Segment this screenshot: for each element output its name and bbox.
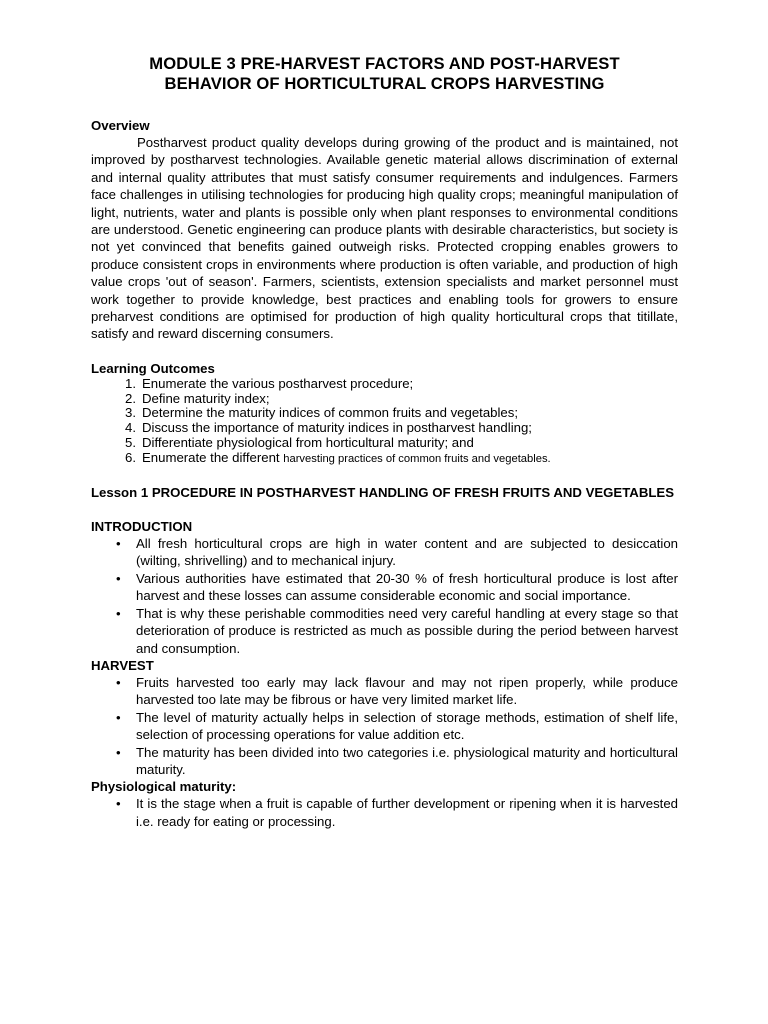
list-item: 3. Determine the maturity indices of common fruits and vegetables; xyxy=(125,405,519,421)
list-item: 5. Differentiate physiological from horticultural maturity; and xyxy=(125,435,474,451)
list-item: • It is the stage when a fruit is capable of further development or ripening when it is harvested i.e. ready for eating or processing. xyxy=(91,795,678,830)
physiological-maturity-heading: Physiological maturity: xyxy=(91,779,237,795)
overview-heading: Overview xyxy=(91,118,150,133)
bullet-icon: • xyxy=(116,605,121,621)
introduction-list xyxy=(91,535,678,657)
list-item: 4. Discuss the importance of maturity indices in postharvest handling; xyxy=(125,420,532,436)
physiological-maturity-section xyxy=(91,778,678,830)
list-item: • The level of maturity actually helps in selection of storage methods, estimation of shelf life, selection of processing operations for value addition etc. xyxy=(91,709,678,744)
bullet-icon: • xyxy=(116,570,121,586)
page-title xyxy=(91,54,678,94)
learning-outcomes-heading: Learning Outcomes xyxy=(91,360,215,376)
list-item: • Various authorities have estimated that 20-30 % of fresh horticultural produce is lost after harvest and these losses can assume considerable economic and social importance. xyxy=(91,570,678,605)
title-line-1: MODULE 3 PRE-HARVEST FACTORS AND POST-HARVEST xyxy=(149,54,620,73)
title-line-2: BEHAVIOR OF HORTICULTURAL CROPS HARVESTING xyxy=(164,74,605,93)
lesson-1-heading: Lesson 1 PROCEDURE IN POSTHARVEST HANDLING OF FRESH FRUITS AND VEGETABLES xyxy=(91,484,674,500)
harvest-list xyxy=(91,674,678,778)
bullet-icon: • xyxy=(116,536,121,552)
overview-section xyxy=(91,117,678,343)
physiological-maturity-list xyxy=(91,795,678,830)
list-item: • The maturity has been divided into two categories i.e. physiological maturity and horticultural maturity. xyxy=(91,744,678,779)
bullet-icon: • xyxy=(116,709,121,725)
list-item: • Fruits harvested too early may lack flavour and may not ripen properly, while produce harvested too late may be fibrous or have very limited market life. xyxy=(91,674,678,709)
harvest-section xyxy=(91,657,678,778)
harvest-heading: HARVEST xyxy=(91,657,154,673)
bullet-icon: • xyxy=(116,744,121,760)
list-item: • All fresh horticultural crops are high in water content and are subjected to desiccation (wilting, shrivelling) and to mechanical injury. xyxy=(91,535,678,570)
introduction-heading: INTRODUCTION xyxy=(91,519,193,535)
list-item: 2. Define maturity index; xyxy=(125,390,270,406)
learning-outcomes-list xyxy=(91,377,678,467)
bullet-icon: • xyxy=(116,796,121,812)
bullet-icon: • xyxy=(116,674,121,690)
overview-paragraph: Postharvest product quality develops during growing of the product and is maintained, not improved by postharvest technologies. Available genetic material allows discrimination of external and internal quality attributes that must satisfy consumer requirements and indulgences. Farmers face challenges in utilising technologies for producing high quality crops; meaningful manipulation of light, nutrients, water and plants is possible only when plant responses to environmental conditions are understood. Genetic engineering can produce plants with desirable characteristics, but society is not yet convinced that benefits gained outweigh risks. Protected cropping enables growers to produce consistent crops in environments where production is often variable, and production of high value crops 'out of season'. Farmers, scientists, extension specialists and market personnel must work together to provide knowledge, best practices and enabling tools for growers to ensure preharvest conditions are optimised for production of high quality horticultural crops that titillate, satisfy and reward discerning consumers. xyxy=(91,135,678,342)
list-item: 6. Enumerate the different harvesting practices of common fruits and vegetables. xyxy=(125,449,551,465)
learning-outcomes-section xyxy=(91,360,678,467)
list-item: • That is why these perishable commodities need very careful handling at every stage so that deterioration of produce is restricted as much as possible during the period between harvest and consumption. xyxy=(91,605,678,657)
list-item: 1. Enumerate the various postharvest procedure; xyxy=(125,375,414,391)
introduction-section xyxy=(91,518,678,657)
